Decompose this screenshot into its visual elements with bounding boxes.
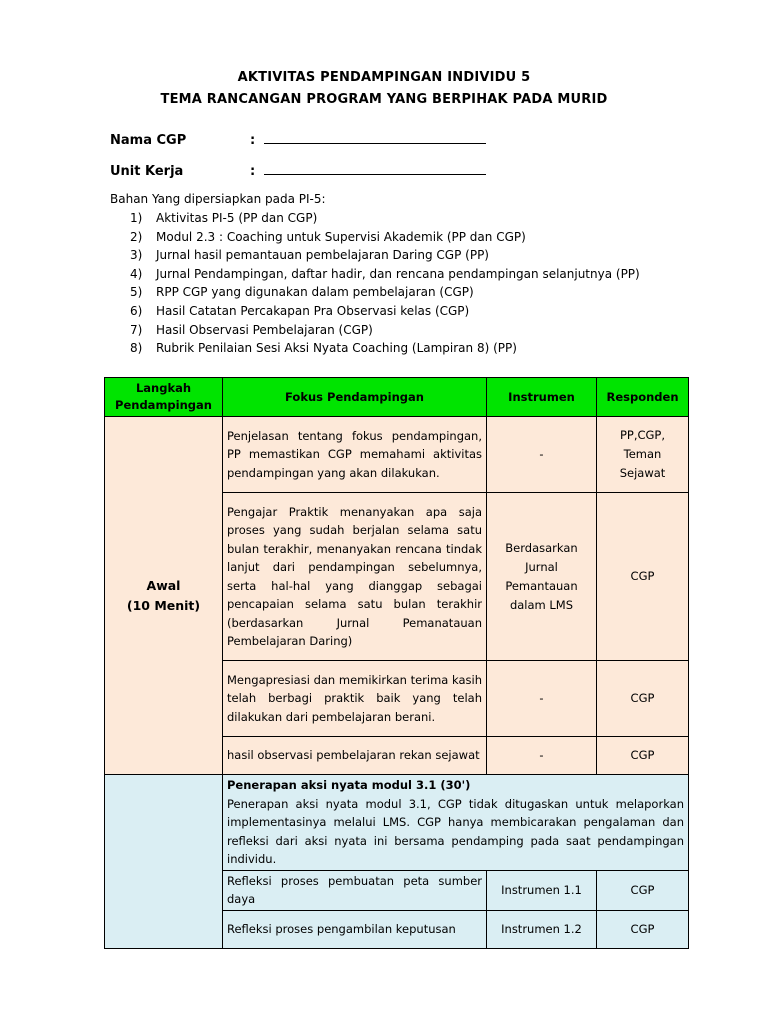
awal-label: Awal — [146, 577, 181, 593]
unit-kerja-field — [110, 162, 486, 179]
unit-kerja-label: Unit Kerja — [110, 164, 184, 179]
materials-list — [130, 209, 640, 358]
awal-phase-cell — [105, 417, 223, 775]
responden-cell: CGP — [597, 737, 689, 775]
list-item: 5) RPP CGP yang digunakan dalam pembelajaran (CGP) — [130, 285, 474, 300]
section2-heading: Penerapan aksi nyata modul 3.1 (30') — [227, 778, 471, 792]
responden-cell: CGP — [597, 661, 689, 737]
nama-cgp-field — [110, 131, 486, 148]
fokus-cell: hasil observasi pembelajaran rekan sejawat — [223, 737, 487, 775]
instrumen-cell: - — [487, 417, 597, 493]
section2-description-cell — [223, 775, 689, 871]
nama-cgp-colon: : — [250, 133, 256, 148]
list-item: 8) Rubrik Penilaian Sesi Aksi Nyata Coaching (Lampiran 8) (PP) — [130, 341, 517, 356]
awal-duration: (10 Menit) — [126, 597, 201, 613]
materials-intro: Bahan Yang dipersiapkan pada PI-5: — [110, 192, 326, 206]
list-item: 2) Modul 2.3 : Coaching untuk Supervisi Akademik (PP dan CGP) — [130, 229, 526, 244]
instrumen-cell: Instrumen 1.1 — [487, 870, 597, 910]
table-row — [105, 775, 689, 871]
nama-cgp-blank-line — [264, 131, 486, 144]
table-header-row — [105, 378, 689, 417]
fokus-cell: Pengajar Praktik menanyakan apa saja proses yang sudah berjalan selama satu bulan terakhir, menanyakan rencana tindak lanjut dari pendampingan sebelumnya, serta hal-hal yang dianggap sebagai pencapaian selama satu bulan terakhir (berdasarkan Jurnal Pemanatauan Pembelajaran Daring) — [223, 493, 487, 661]
fokus-cell: Refleksi proses pembuatan peta sumber daya — [223, 870, 487, 910]
document-subtitle: TEMA RANCANGAN PROGRAM YANG BERPIHAK PADA MURID — [160, 92, 608, 107]
instrumen-cell: Instrumen 1.2 — [487, 910, 597, 948]
instrumen-cell: - — [487, 737, 597, 775]
unit-kerja-colon: : — [250, 164, 256, 179]
fokus-cell: Refleksi proses pengambilan keputusan — [223, 910, 487, 948]
list-item: 3) Jurnal hasil pemantauan pembelajaran Daring CGP (PP) — [130, 248, 489, 263]
list-item: 6) Hasil Catatan Percakapan Pra Observasi kelas (CGP) — [130, 303, 470, 318]
header-instrumen: Instrumen — [487, 378, 597, 417]
activity-table — [104, 377, 689, 949]
responden-cell: PP,CGP, Teman Sejawat — [597, 417, 689, 493]
responden-cell: CGP — [597, 870, 689, 910]
list-item: 4) Jurnal Pendampingan, daftar hadir, dan rencana pendampingan selanjutnya (PP) — [130, 266, 640, 281]
responden-cell: CGP — [597, 910, 689, 948]
table-row — [105, 417, 689, 493]
header-responden: Responden — [597, 378, 689, 417]
list-item: 1) Aktivitas PI-5 (PP dan CGP) — [130, 211, 318, 225]
nama-cgp-label: Nama CGP — [110, 133, 187, 148]
document-title: AKTIVITAS PENDAMPINGAN INDIVIDU 5 — [237, 70, 531, 85]
header-fokus: Fokus Pendampingan — [223, 378, 487, 417]
fokus-cell: Penjelasan tentang fokus pendampingan, PP memastikan CGP memahami aktivitas pendampingan yang akan dilakukan. — [223, 417, 487, 493]
list-item: 7) Hasil Observasi Pembelajaran (CGP) — [130, 322, 373, 337]
unit-kerja-blank-line — [264, 162, 486, 175]
section2-description: Penerapan aksi nyata modul 3.1, CGP tidak ditugaskan untuk melaporkan implementasinya melalui LMS. CGP hanya membicarakan pengalaman dan refleksi dari aksi nyata ini bersama pendamping pada saat pendampingan individu. — [227, 796, 684, 866]
fokus-cell: Mengapresiasi dan memikirkan terima kasih telah berbagi praktik baik yang telah dilakukan dari pembelajaran berani. — [223, 661, 487, 737]
responden-cell: CGP — [597, 493, 689, 661]
instrumen-cell: Berdasarkan Jurnal Pemantauan dalam LMS — [487, 493, 597, 661]
header-langkah: Langkah Pendampingan — [105, 378, 223, 417]
instrumen-cell: - — [487, 661, 597, 737]
section2-langkah-cell — [105, 775, 223, 949]
